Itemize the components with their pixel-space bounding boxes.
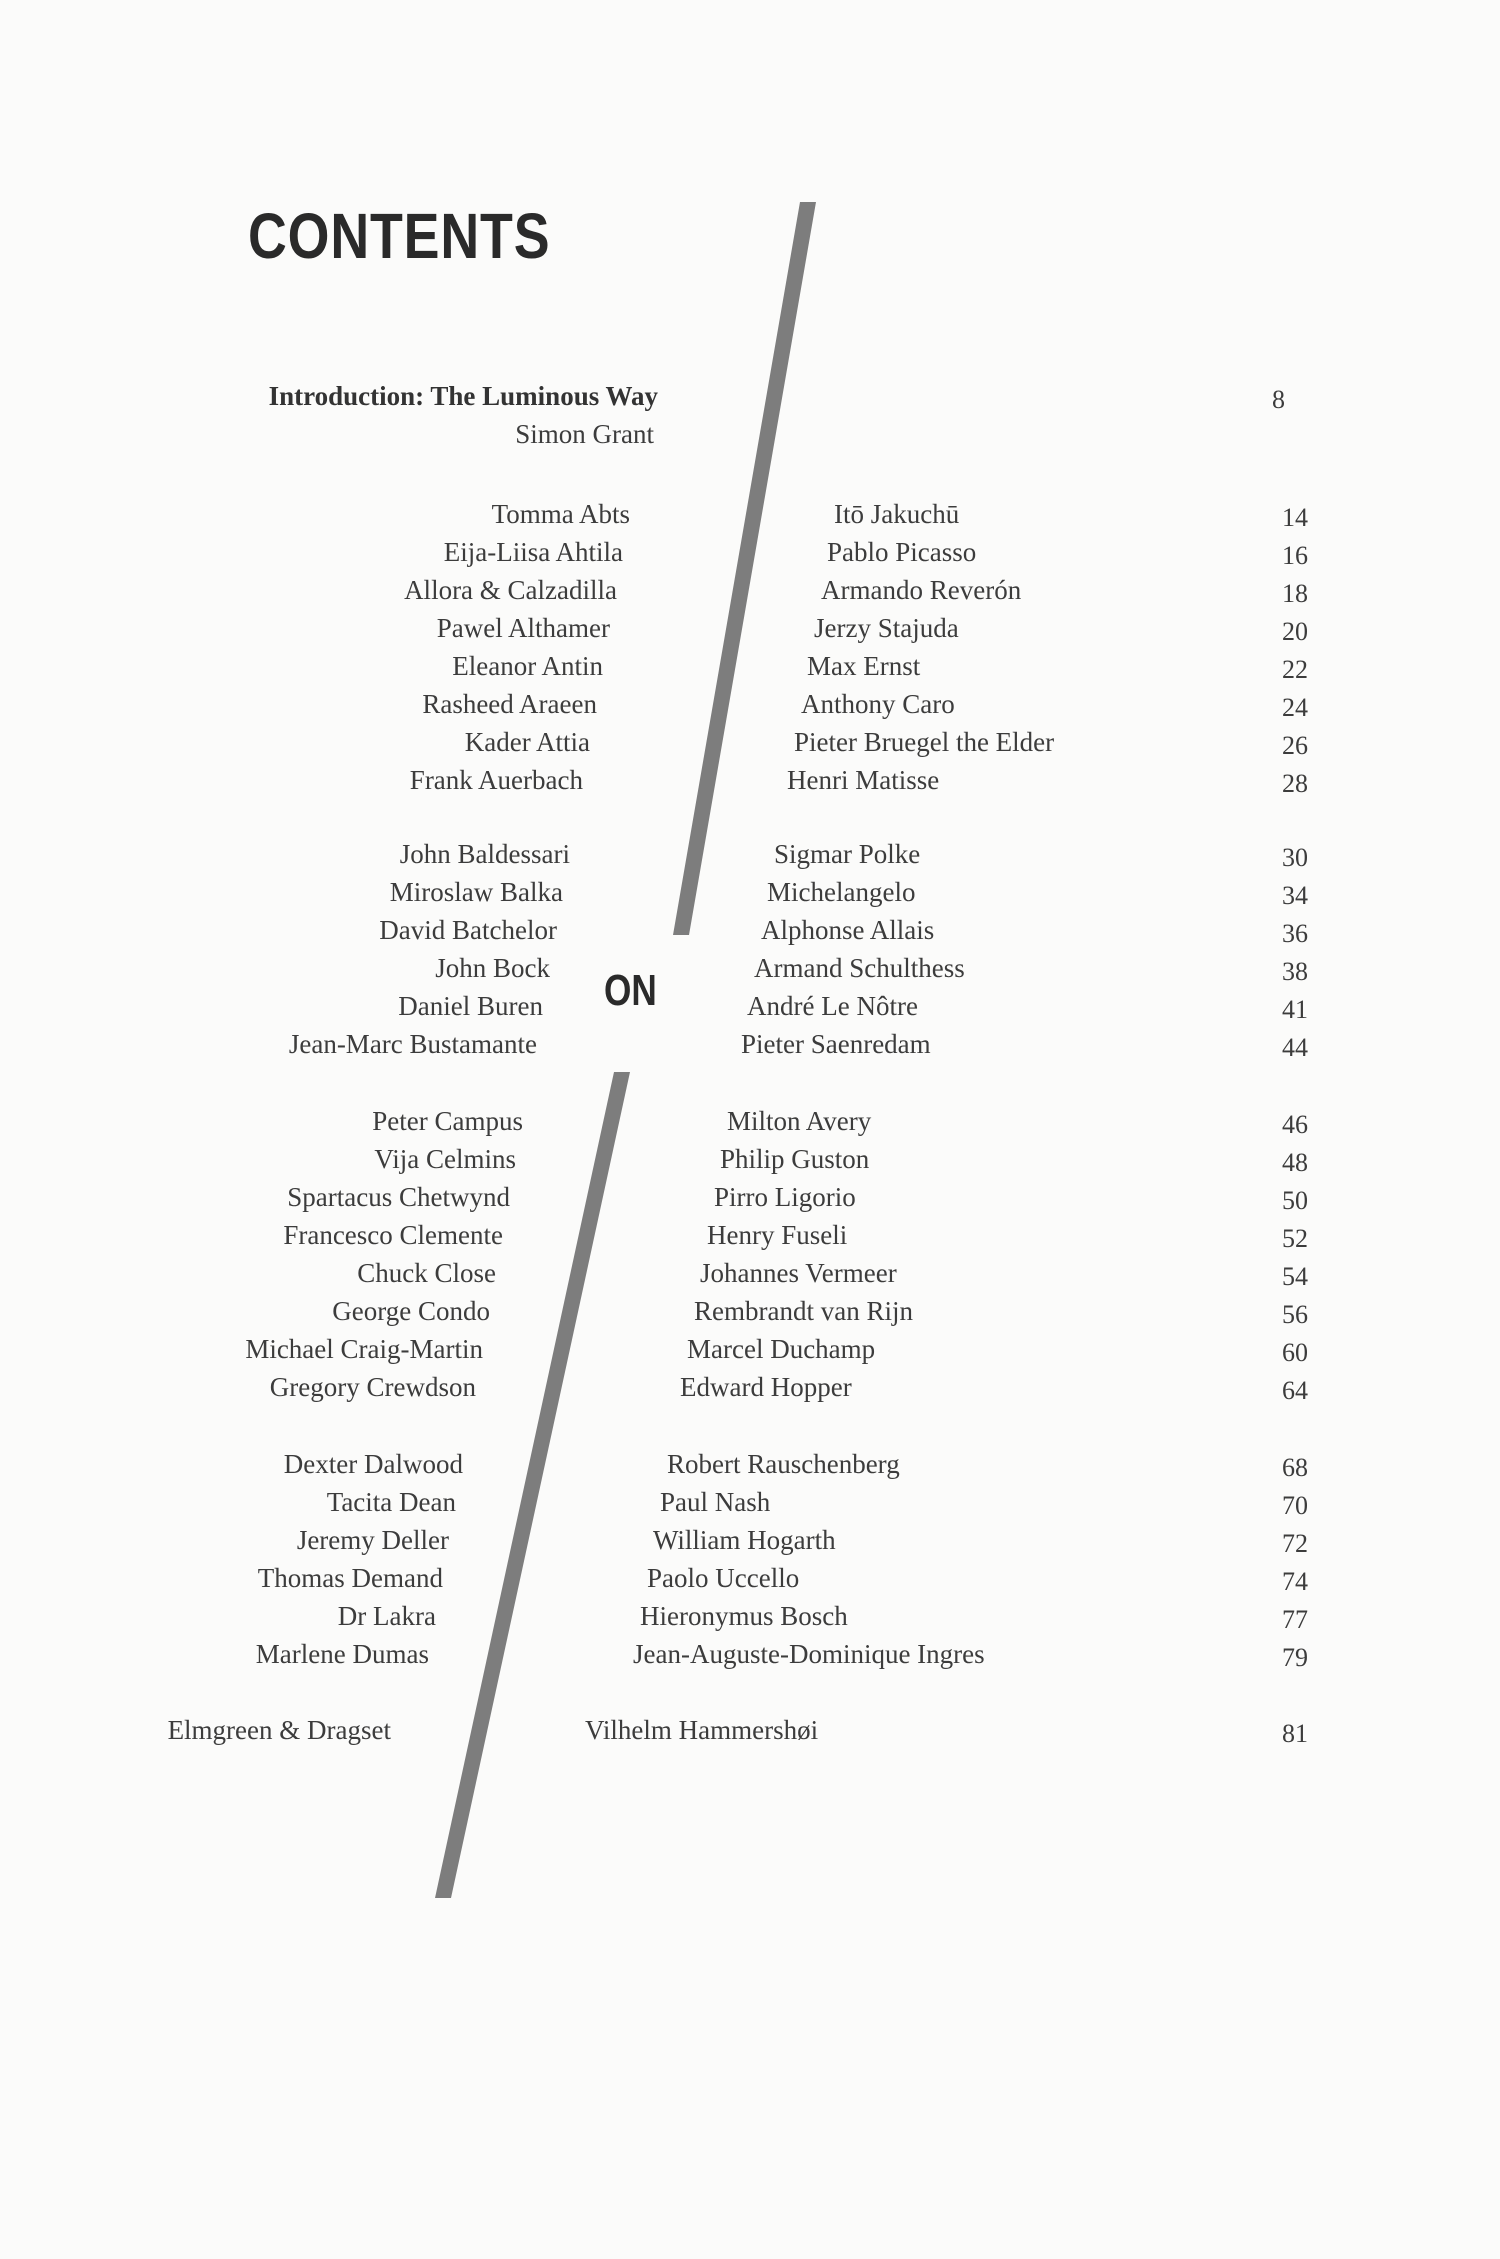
entry-page-number: 50 xyxy=(1282,1186,1308,1215)
contents-heading: CONTENTS xyxy=(248,200,551,272)
entry-subject: Pieter Saenredam xyxy=(741,1029,931,1059)
entry-subject: Hieronymus Bosch xyxy=(640,1601,848,1631)
entry-page-number: 26 xyxy=(1282,731,1308,760)
entry-page-number: 38 xyxy=(1282,957,1308,986)
entry-page-number: 20 xyxy=(1282,617,1308,646)
entry-subject: Armando Reverón xyxy=(821,575,1022,605)
entry-page-number: 34 xyxy=(1282,881,1308,910)
introduction-page-number: 8 xyxy=(1272,385,1285,414)
entry-author: Francesco Clemente xyxy=(283,1220,503,1250)
entry-author: Dr Lakra xyxy=(337,1601,436,1631)
entry-subject: Johannes Vermeer xyxy=(700,1258,897,1288)
entry-subject: Anthony Caro xyxy=(801,689,955,719)
entry-subject: Robert Rauschenberg xyxy=(667,1449,900,1479)
entry-author: John Baldessari xyxy=(399,839,570,869)
entry-subject: Marcel Duchamp xyxy=(687,1334,876,1364)
entry-subject: Armand Schulthess xyxy=(754,953,965,983)
entry-subject: Jerzy Stajuda xyxy=(814,613,959,643)
entry-page-number: 30 xyxy=(1282,843,1308,872)
entry-author: Dexter Dalwood xyxy=(283,1449,463,1479)
entry-subject: Alphonse Allais xyxy=(761,915,935,945)
entry-subject: Henri Matisse xyxy=(787,765,940,795)
entry-page-number: 24 xyxy=(1282,693,1308,722)
entry-page-number: 54 xyxy=(1282,1262,1308,1291)
entry-page-number: 16 xyxy=(1282,541,1308,570)
entry-page-number: 52 xyxy=(1282,1224,1308,1253)
entry-subject: Philip Guston xyxy=(720,1144,870,1174)
entry-author: Pawel Althamer xyxy=(436,613,610,643)
entry-page-number: 72 xyxy=(1282,1529,1308,1558)
entry-subject: Jean-Auguste-Dominique Ingres xyxy=(633,1639,985,1669)
entry-subject: Paolo Uccello xyxy=(647,1563,800,1593)
entry-author: George Condo xyxy=(332,1296,490,1326)
entry-author: Chuck Close xyxy=(357,1258,496,1288)
on-label: ON xyxy=(604,966,657,1015)
entry-page-number: 68 xyxy=(1282,1453,1308,1482)
entry-subject: Sigmar Polke xyxy=(774,839,921,869)
entry-page-number: 46 xyxy=(1282,1110,1308,1139)
entry-subject: Milton Avery xyxy=(727,1106,872,1136)
entry-author: Elmgreen & Dragset xyxy=(167,1715,391,1745)
entry-subject: Vilhelm Hammershøi xyxy=(585,1715,819,1745)
entry-subject: Henry Fuseli xyxy=(707,1220,848,1250)
entry-page-number: 56 xyxy=(1282,1300,1308,1329)
entry-author: Allora & Calzadilla xyxy=(404,575,617,605)
entry-subject: Max Ernst xyxy=(807,651,921,681)
entry-author: Peter Campus xyxy=(372,1106,523,1136)
entry-subject: Paul Nash xyxy=(660,1487,771,1517)
introduction-author: Simon Grant xyxy=(515,419,654,449)
entry-author: Eija-Liisa Ahtila xyxy=(443,537,623,567)
entry-author: Spartacus Chetwynd xyxy=(287,1182,510,1212)
entry-author: Gregory Crewdson xyxy=(269,1372,476,1402)
entry-page-number: 41 xyxy=(1282,995,1308,1024)
entry-subject: Pieter Bruegel the Elder xyxy=(794,727,1055,757)
entry-page-number: 64 xyxy=(1282,1376,1308,1405)
entry-author: Eleanor Antin xyxy=(452,651,603,681)
entry-subject: Edward Hopper xyxy=(680,1372,852,1402)
entry-author: Rasheed Araeen xyxy=(422,689,597,719)
entry-author: Daniel Buren xyxy=(398,991,543,1021)
entry-subject: Michelangelo xyxy=(767,877,916,907)
introduction-title: Introduction: The Luminous Way xyxy=(268,381,658,411)
entry-author: David Batchelor xyxy=(379,915,557,945)
entry-author: Michael Craig-Martin xyxy=(245,1334,483,1364)
entry-page-number: 36 xyxy=(1282,919,1308,948)
entry-subject: Pablo Picasso xyxy=(827,537,977,567)
entry-author: Kader Attia xyxy=(464,727,590,757)
entry-author: John Bock xyxy=(435,953,550,983)
entry-subject: André Le Nôtre xyxy=(747,991,918,1021)
entry-author: Tomma Abts xyxy=(491,499,630,529)
entry-author: Marlene Dumas xyxy=(255,1639,429,1669)
entry-page-number: 81 xyxy=(1282,1719,1308,1748)
entry-page-number: 18 xyxy=(1282,579,1308,608)
entry-subject: Rembrandt van Rijn xyxy=(694,1296,913,1326)
entry-subject: Itō Jakuchū xyxy=(834,499,960,529)
entry-page-number: 48 xyxy=(1282,1148,1308,1177)
entry-page-number: 28 xyxy=(1282,769,1308,798)
entry-page-number: 77 xyxy=(1282,1605,1308,1634)
entry-author: Frank Auerbach xyxy=(409,765,583,795)
entry-author: Jeremy Deller xyxy=(296,1525,449,1555)
entry-page-number: 70 xyxy=(1282,1491,1308,1520)
entry-author: Tacita Dean xyxy=(326,1487,456,1517)
entry-author: Jean-Marc Bustamante xyxy=(288,1029,537,1059)
entry-page-number: 79 xyxy=(1282,1643,1308,1672)
entry-page-number: 44 xyxy=(1282,1033,1308,1062)
entry-subject: Pirro Ligorio xyxy=(714,1182,856,1212)
entry-page-number: 60 xyxy=(1282,1338,1308,1367)
entry-author: Vija Celmins xyxy=(374,1144,516,1174)
entry-author: Thomas Demand xyxy=(257,1563,443,1593)
entry-subject: William Hogarth xyxy=(653,1525,836,1555)
entry-author: Miroslaw Balka xyxy=(389,877,563,907)
entry-page-number: 22 xyxy=(1282,655,1308,684)
entry-page-number: 14 xyxy=(1282,503,1308,532)
entry-page-number: 74 xyxy=(1282,1567,1308,1596)
